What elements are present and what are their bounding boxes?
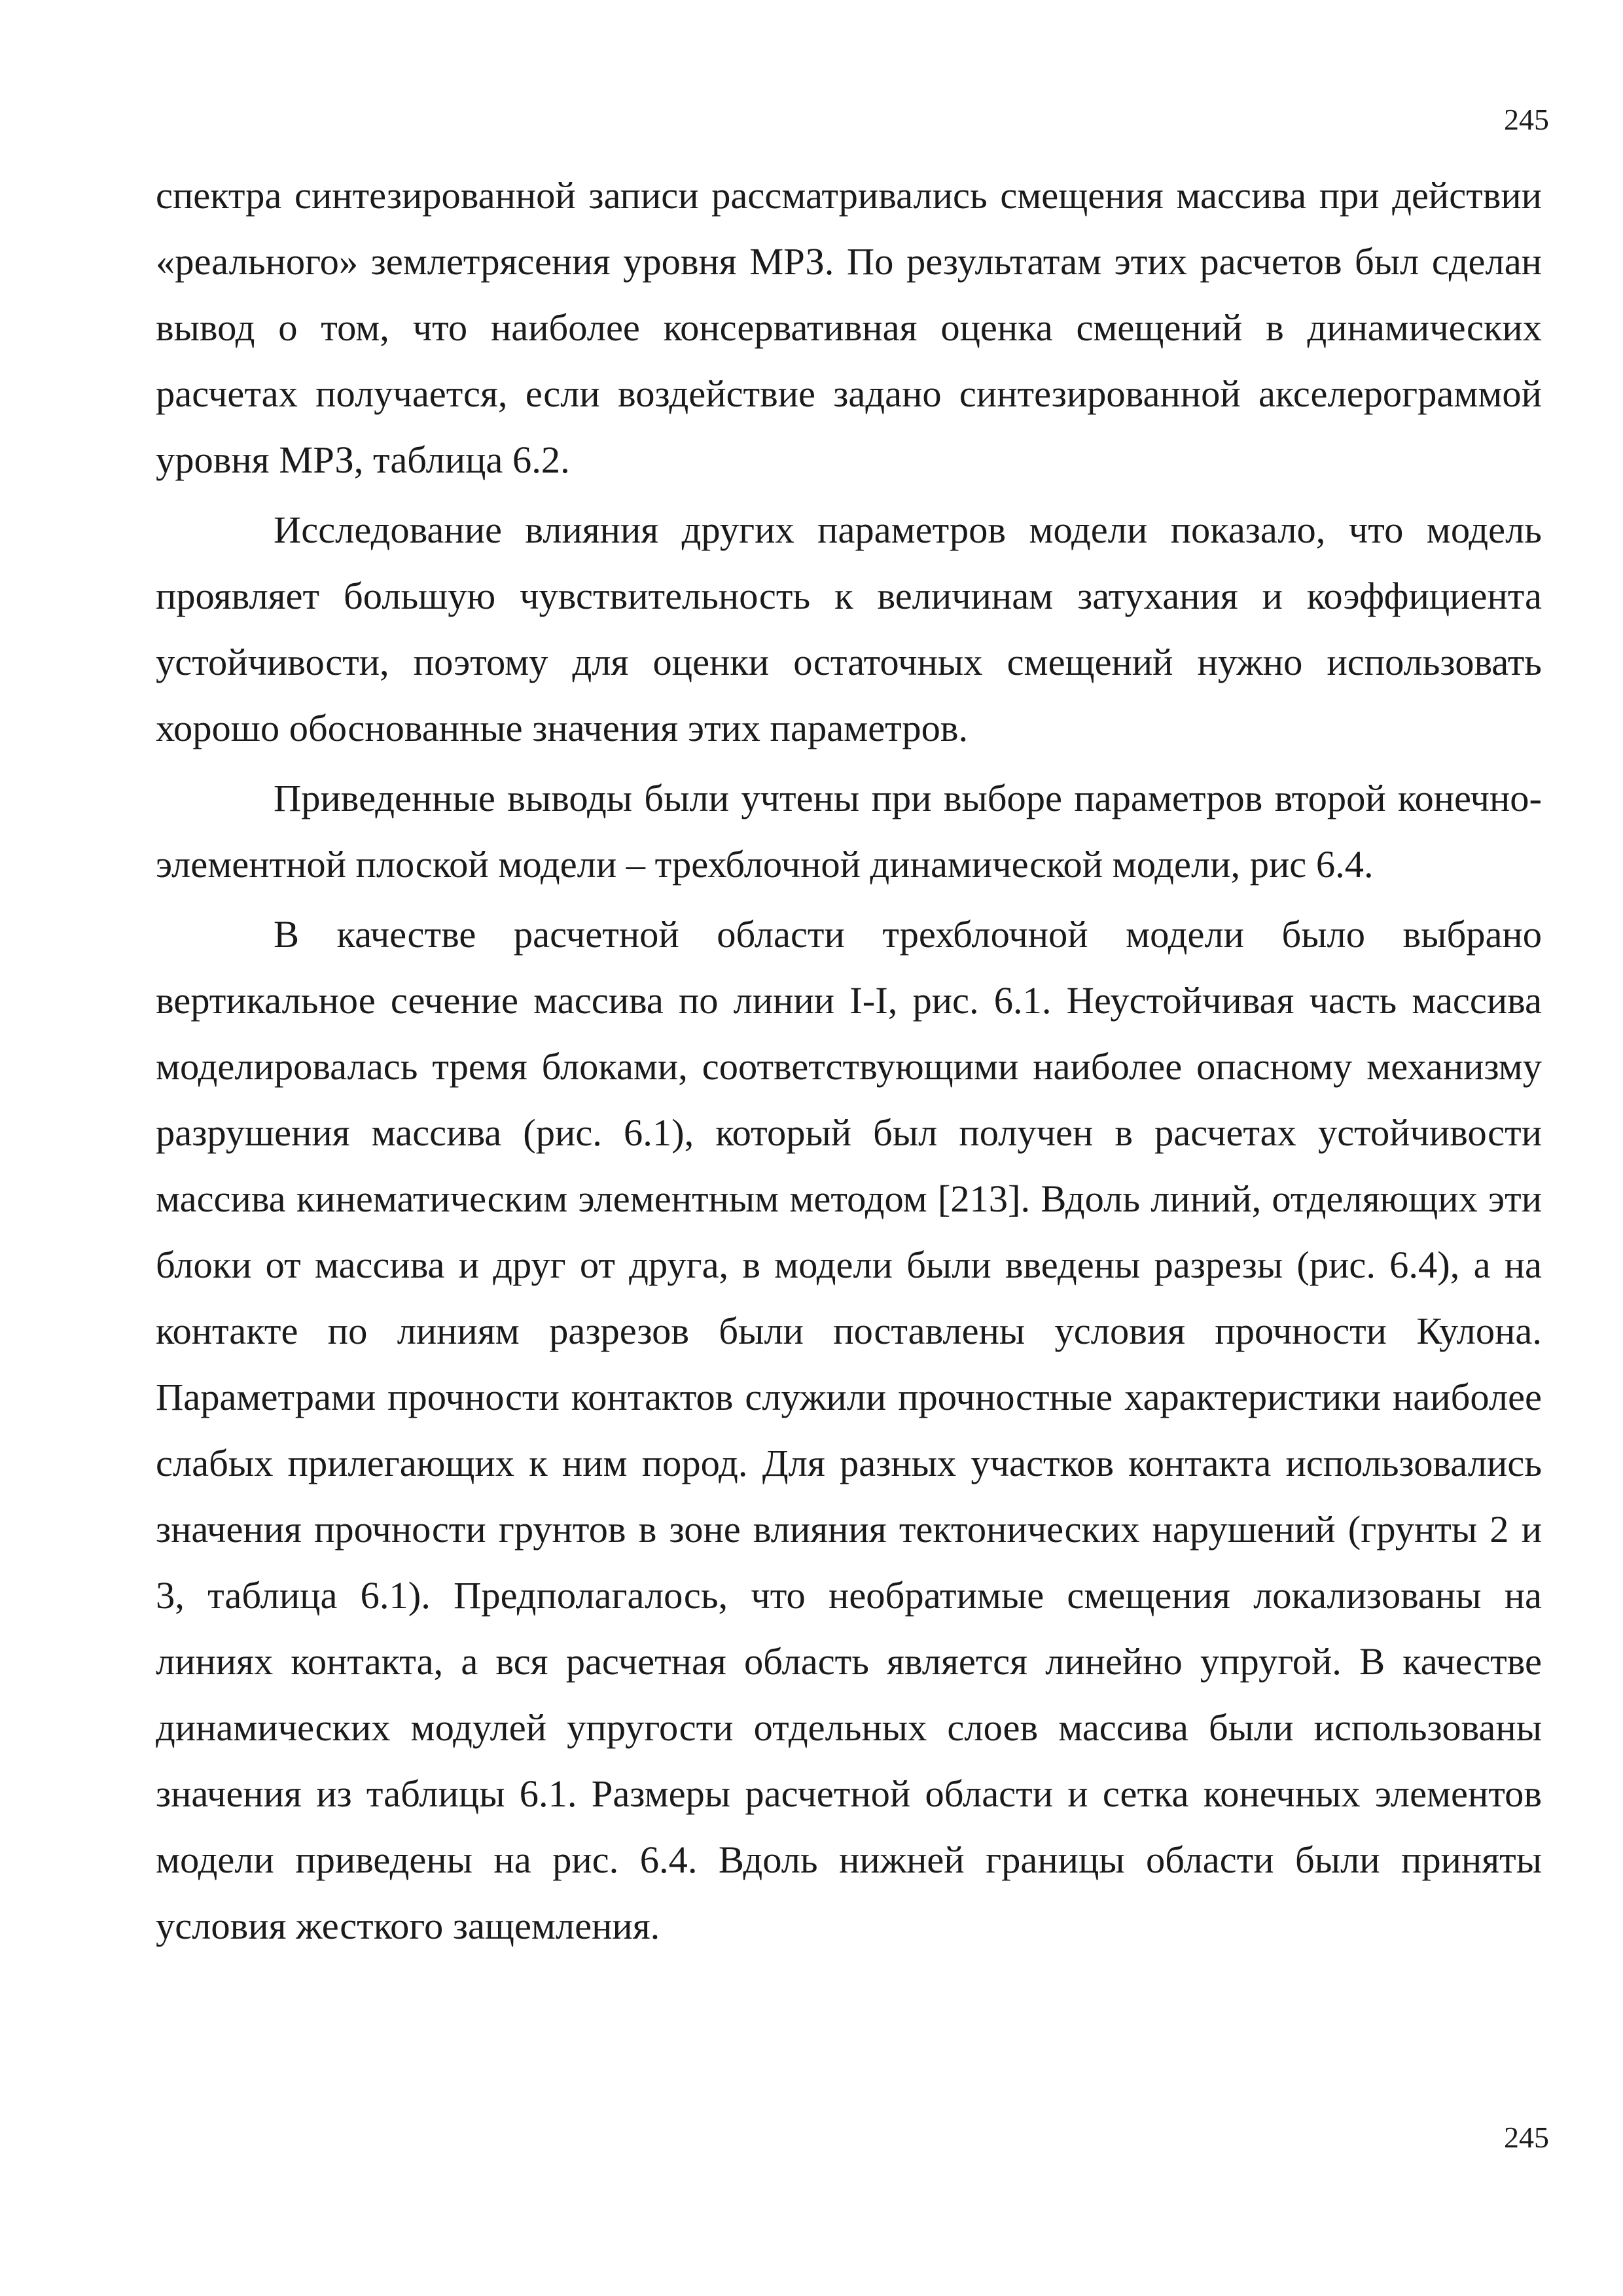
paragraph-4: В качестве расчетной области трехблочной модели было выбрано вертикальное сечение массива по линии I-I, рис. 6.1. Неустойчивая часть массива моделировалась тремя блоками, соответствующими наиболее опасному механизму разрушения массива (рис. 6.1), который был получен в расчетах устойчивости массива кинематическим элементным методом [213]. Вдоль линий, отделяющих эти блоки от массива и друг от друга, в модели были введены разрезы (рис. 6.4), а на контакте по линиям разрезов были поставлены условия прочности Кулона. Параметрами прочности контактов служили прочностные характеристики наиболее слабых прилегающих к ним пород. Для разных участков контакта использовались значения прочности грунтов в зоне влияния тектонических нарушений (грунты 2 и 3, таблица 6.1). Предполагалось, что необратимые смещения локализованы на линиях контакта, а вся расчетная область является линейно упругой. В качестве динамических модулей упругости отдельных слоев массива были использованы значения из таблицы 6.1. Размеры расчетной области и сетка конечных элементов модели приведены на рис. 6.4. Вдоль нижней границы области были приняты условия жесткого защемления. bbox=[156, 913, 1542, 1947]
page-number-bottom: 245 bbox=[1504, 2121, 1549, 2154]
page-number-top: 245 bbox=[1504, 103, 1549, 136]
paragraph-3: Приведенные выводы были учтены при выборе параметров второй конечно-элементной плоской модели – трехблочной динамической модели, рис 6.4. bbox=[156, 777, 1542, 886]
paragraph-1: спектра синтезированной записи рассматривались смещения массива при действии «реального» землетрясения уровня МРЗ. По результатам этих расчетов был сделан вывод о том, что наиболее консервативная оценка смещений в динамических расчетах получается, если воздействие задано синтезированной акселерограммой уровня МРЗ, таблица 6.2. bbox=[156, 174, 1542, 481]
body-text bbox=[156, 162, 1542, 1959]
paragraph-2: Исследование влияния других параметров модели показало, что модель проявляет большую чувствительность к величинам затухания и коэффициента устойчивости, поэтому для оценки остаточных смещений нужно использовать хорошо обоснованные значения этих параметров. bbox=[156, 509, 1542, 749]
